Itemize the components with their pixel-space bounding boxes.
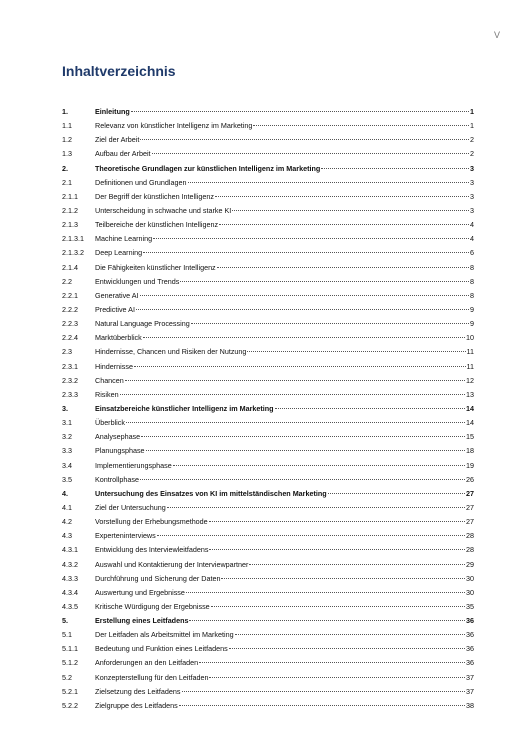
dot-leader [229,648,465,649]
toc-entry-title: Aufbau der Arbeit [95,149,151,159]
toc-entry-title: Zielsetzung des Leitfadens [95,686,181,696]
toc-entry[interactable] [62,345,474,359]
toc-entry[interactable] [62,487,474,501]
toc-entry-number: 1.1 [62,121,72,131]
toc-entry-title: Einsatzbereiche künstlicher Intelligenz im Marketing [95,403,274,413]
toc-entry-page: 36 [466,630,474,640]
dot-leader [209,521,465,522]
toc-entry[interactable] [62,685,474,699]
dot-leader [215,196,469,197]
dot-leader [179,705,465,706]
dot-leader [328,493,465,494]
dot-leader [247,351,465,352]
toc-entry-number: 3.3 [62,446,72,456]
toc-entry-title: Anforderungen an den Leitfaden [95,658,199,668]
toc-entry-title: Theoretische Grundlagen zur künstlichen Intelligenz im Marketing [95,163,321,173]
toc-entry-title: Konzepterstellung für den Leitfaden [95,672,209,682]
toc-entry[interactable] [62,501,474,515]
toc-entry-title: Generative AI [95,290,139,300]
toc-entry-page: 19 [466,460,474,470]
toc-entry[interactable] [62,147,474,161]
toc-entry-number: 4. [62,488,68,498]
toc-entry[interactable] [62,246,474,260]
toc-entry[interactable] [62,232,474,246]
toc-entry[interactable] [62,444,474,458]
toc-entry[interactable] [62,133,474,147]
toc-entry-number: 2.1.3 [62,220,78,230]
toc-entry[interactable] [62,105,474,119]
dot-leader [191,323,469,324]
page-number: V [493,30,500,40]
toc-entry[interactable] [62,515,474,529]
toc-entry[interactable] [62,600,474,614]
dot-leader [167,507,465,508]
toc-entry-number: 2.2.3 [62,319,78,329]
toc-entry-title: Implementierungsphase [95,460,172,470]
toc-entry-page: 37 [466,686,474,696]
toc-entry-title: Ziel der Untersuchung [95,502,166,512]
toc-entry-number: 5.2.1 [62,686,78,696]
toc-entry-number: 4.3.1 [62,545,78,555]
toc-entry-page: 30 [466,587,474,597]
toc-entry-page: 37 [466,672,474,682]
toc-entry[interactable] [62,473,474,487]
dot-leader [219,224,469,225]
toc-entry[interactable] [62,119,474,133]
toc-entry-number: 2.1.4 [62,262,78,272]
toc-entry-title: Marktüberblick [95,333,142,343]
toc-entry-title: Einleitung [95,107,130,116]
toc-entry-page: 14 [466,403,474,413]
toc-entry-title: Entwicklung des Interviewleitfadens [95,545,209,555]
toc-entry-number: 5.2.2 [62,700,78,710]
dot-leader [125,380,465,381]
toc-entry-page: 4 [470,234,474,244]
toc-entry-page: 1 [470,121,474,131]
toc-entry-number: 2.3.1 [62,361,78,371]
toc-entry-page: 4 [470,220,474,230]
toc-entry-number: 2.3 [62,347,72,357]
dot-leader [180,281,469,282]
toc-entry-number: 2. [62,163,68,173]
toc-entry-number: 2.1.3.2 [62,248,84,258]
dot-leader [143,337,465,338]
toc-entry-number: 4.3.5 [62,601,78,611]
dot-leader [152,153,469,154]
toc-entry-page: 3 [470,177,474,187]
toc-entry-page: 8 [470,262,474,272]
toc-entry[interactable] [62,261,474,275]
dot-leader [235,634,465,635]
toc-entry-page: 11 [466,361,474,371]
toc-entry[interactable] [62,388,474,402]
toc-entry[interactable] [62,642,474,656]
toc-entry-page: 13 [466,389,474,399]
dot-leader [211,606,465,607]
toc-entry-page: 26 [466,474,474,484]
toc-entry-title: Hindernisse, Chancen und Risiken der Nutzung [95,347,247,357]
dot-leader [253,125,469,126]
dot-leader [173,465,465,466]
toc-entry-page: 1 [470,107,474,116]
toc-entry-page: 35 [466,601,474,611]
toc-entry-page: 36 [466,658,474,668]
toc-entry-number: 4.3 [62,531,72,541]
toc-entry-number: 2.1.2 [62,205,78,215]
dot-leader [188,182,469,183]
toc-entry-number: 3.5 [62,474,72,484]
toc-entry-page: 15 [466,432,474,442]
dot-leader [249,564,465,565]
toc-entry-title: Teilbereiche der künstlichen Intelligenz [95,220,219,230]
toc-entry-title: Zielgruppe des Leitfadens [95,700,178,710]
toc-entry[interactable] [62,190,474,204]
toc-entry-page: 28 [466,531,474,541]
toc-entry-page: 9 [470,304,474,314]
toc-entry-title: Vorstellung der Erhebungsmethode [95,517,208,527]
toc-entry-page: 27 [466,488,474,498]
toc-title: Inhaltverzeichnis [62,63,176,79]
toc-entry-page: 36 [466,616,474,626]
toc-entry-page: 36 [466,644,474,654]
dot-leader [189,620,465,621]
toc-entry[interactable] [62,204,474,218]
toc-entry-page: 38 [466,700,474,710]
toc-entry-number: 3. [62,403,68,413]
toc-entry[interactable] [62,656,474,670]
toc-entry-page: 8 [470,276,474,286]
dot-leader [321,168,469,169]
toc-entry-number: 4.3.3 [62,573,78,583]
toc-entry-page: 28 [466,545,474,555]
toc-entry-number: 2.3.2 [62,375,78,385]
toc-entry-page: 6 [470,248,474,258]
toc-entry-page: 9 [470,319,474,329]
toc-entry[interactable] [62,529,474,543]
toc-entry[interactable] [62,289,474,303]
toc-entry[interactable] [62,331,474,345]
dot-leader [232,210,469,211]
toc-entry[interactable] [62,374,474,388]
toc-entry-number: 1.3 [62,149,72,159]
toc-entry[interactable] [62,572,474,586]
toc-entry-number: 3.4 [62,460,72,470]
dot-leader [140,139,469,140]
dot-leader [217,267,469,268]
dot-leader [182,691,465,692]
toc-entry-number: 2.2.2 [62,304,78,314]
toc-entry-title: Machine Learning [95,234,153,244]
toc-entry-title: Relevanz von künstlicher Intelligenz im Marketing [95,121,253,131]
dot-leader [209,549,465,550]
toc-entry[interactable] [62,176,474,190]
toc-entry-title: Predictive AI [95,304,135,314]
toc-entry[interactable] [62,360,474,374]
toc-entry-title: Hindernisse [95,361,133,371]
toc-entry-page: 30 [466,573,474,583]
dot-leader [186,592,465,593]
toc-entry-title: Überblick [95,418,125,428]
toc-entry-title: Definitionen und Grundlagen [95,177,187,187]
toc-entry[interactable] [62,459,474,473]
dot-leader [131,111,469,112]
toc-entry[interactable] [62,558,474,572]
toc-entry[interactable] [62,628,474,642]
toc-entry-number: 3.1 [62,418,72,428]
toc-entry-number: 2.1.1 [62,191,78,201]
toc-entry[interactable] [62,162,474,176]
toc-entry-number: 3.2 [62,432,72,442]
toc-entry-number: 4.1 [62,502,72,512]
toc-entry-title: Planungsphase [95,446,145,456]
dot-leader [153,238,469,239]
toc-entry-title: Analysephase [95,432,141,442]
toc-entry-number: 2.2 [62,276,72,286]
dot-leader [209,677,465,678]
table-of-contents [62,105,474,713]
toc-entry-title: Auswahl und Kontaktierung der Interviewpartner [95,559,249,569]
toc-entry-number: 4.3.2 [62,559,78,569]
toc-entry[interactable] [62,416,474,430]
toc-entry-page: 27 [466,517,474,527]
toc-entry-number: 2.2.1 [62,290,78,300]
dot-leader [136,309,469,310]
toc-entry[interactable] [62,614,474,628]
toc-entry-title: Deep Learning [95,248,143,258]
toc-entry-number: 1. [62,107,68,116]
toc-entry[interactable] [62,430,474,444]
toc-entry[interactable] [62,671,474,685]
toc-entry-title: Bedeutung und Funktion eines Leitfadens [95,644,228,654]
toc-entry-title: Risiken [95,389,119,399]
toc-entry-page: 3 [470,163,474,173]
toc-entry-number: 2.1 [62,177,72,187]
dot-leader [146,450,465,451]
toc-entry-title: Erstellung eines Leitfadens [95,616,189,626]
toc-entry[interactable] [62,317,474,331]
dot-leader [134,366,466,367]
toc-entry-page: 18 [466,446,474,456]
toc-entry-number: 2.2.4 [62,333,78,343]
toc-entry-title: Experteninterviews [95,531,156,541]
toc-entry-number: 5. [62,616,68,626]
toc-entry-title: Untersuchung des Einsatzes von KI im mittelständischen Marketing [95,488,327,498]
dot-leader [199,662,465,663]
toc-entry-title: Auswertung und Ergebnisse [95,587,185,597]
toc-entry-page: 11 [466,347,474,357]
toc-entry-page: 14 [466,418,474,428]
toc-entry-number: 2.3.3 [62,389,78,399]
toc-entry-title: Kontrollphase [95,474,139,484]
toc-entry-number: 1.2 [62,135,72,145]
toc-entry-title: Unterscheidung in schwache und starke KI [95,205,232,215]
dot-leader [221,578,465,579]
dot-leader [120,394,465,395]
toc-entry-page: 12 [466,375,474,385]
dot-leader [141,436,465,437]
toc-entry-page: 27 [466,502,474,512]
toc-entry-number: 5.2 [62,672,72,682]
toc-entry-title: Durchführung und Sicherung der Daten [95,573,221,583]
toc-entry-page: 10 [466,333,474,343]
toc-entry-number: 4.3.4 [62,587,78,597]
toc-entry-title: Entwicklungen und Trends [95,276,180,286]
toc-entry[interactable] [62,402,474,416]
toc-entry[interactable] [62,275,474,289]
dot-leader [126,422,465,423]
dot-leader [143,252,469,253]
toc-entry-page: 3 [470,205,474,215]
toc-entry-title: Ziel der Arbeit [95,135,140,145]
toc-entry-title: Kritische Würdigung der Ergebnisse [95,601,210,611]
toc-entry[interactable] [62,218,474,232]
toc-entry[interactable] [62,586,474,600]
toc-entry[interactable] [62,699,474,713]
toc-entry-title: Natural Language Processing [95,319,190,329]
dot-leader [275,408,465,409]
toc-entry[interactable] [62,303,474,317]
toc-entry-page: 2 [470,135,474,145]
toc-entry-number: 5.1.1 [62,644,78,654]
toc-entry-number: 5.1.2 [62,658,78,668]
toc-entry-title: Der Leitfaden als Arbeitsmittel im Marketing [95,630,234,640]
toc-entry-title: Chancen [95,375,124,385]
dot-leader [157,535,465,536]
toc-entry-number: 5.1 [62,630,72,640]
toc-entry-page: 2 [470,149,474,159]
toc-entry-page: 29 [466,559,474,569]
dot-leader [140,479,465,480]
toc-entry-number: 4.2 [62,517,72,527]
toc-entry-title: Der Begriff der künstlichen Intelligenz [95,191,214,201]
dot-leader [140,295,469,296]
toc-entry-number: 2.1.3.1 [62,234,84,244]
toc-entry-title: Die Fähigkeiten künstlicher Intelligenz [95,262,216,272]
toc-entry-page: 3 [470,191,474,201]
toc-entry-page: 8 [470,290,474,300]
toc-entry[interactable] [62,543,474,557]
